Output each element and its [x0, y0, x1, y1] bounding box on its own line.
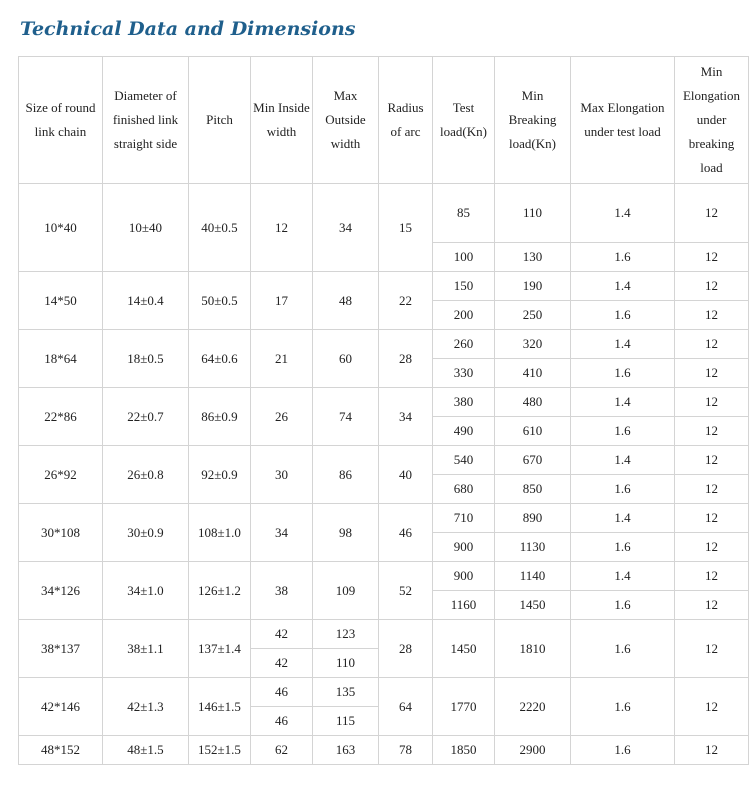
cell-radius-of-arc: 34 [379, 388, 433, 446]
cell-min-breaking-load: 1810 [495, 620, 571, 678]
cell-max-outside-width: 34 [313, 184, 379, 272]
header-min-inside-width: Min Inside width [251, 57, 313, 184]
cell-size: 48*152 [19, 736, 103, 765]
header-radius-of-arc: Radius of arc [379, 57, 433, 184]
cell-max-elongation: 1.6 [571, 301, 675, 330]
cell-max-outside-width: 135 [313, 678, 379, 707]
header-min-breaking-load: Min Breaking load(Kn) [495, 57, 571, 184]
cell-max-elongation: 1.4 [571, 330, 675, 359]
cell-min-breaking-load: 190 [495, 272, 571, 301]
cell-max-outside-width: 60 [313, 330, 379, 388]
cell-max-elongation: 1.4 [571, 272, 675, 301]
cell-size: 18*64 [19, 330, 103, 388]
cell-min-elongation: 12 [675, 417, 749, 446]
cell-test-load: 710 [433, 504, 495, 533]
cell-diameter: 10±40 [103, 184, 189, 272]
cell-test-load: 100 [433, 243, 495, 272]
cell-max-elongation: 1.6 [571, 475, 675, 504]
cell-diameter: 26±0.8 [103, 446, 189, 504]
page-title: Technical Data and Dimensions [20, 18, 356, 40]
cell-min-inside-width: 30 [251, 446, 313, 504]
header-max-elongation: Max Elongation under test load [571, 57, 675, 184]
cell-radius-of-arc: 22 [379, 272, 433, 330]
cell-test-load: 680 [433, 475, 495, 504]
cell-size: 30*108 [19, 504, 103, 562]
cell-min-elongation: 12 [675, 184, 749, 243]
cell-diameter: 14±0.4 [103, 272, 189, 330]
cell-pitch: 126±1.2 [189, 562, 251, 620]
table-row [19, 446, 749, 475]
cell-min-elongation: 12 [675, 533, 749, 562]
cell-size: 38*137 [19, 620, 103, 678]
cell-max-outside-width: 109 [313, 562, 379, 620]
cell-min-breaking-load: 670 [495, 446, 571, 475]
cell-pitch: 86±0.9 [189, 388, 251, 446]
cell-min-inside-width: 62 [251, 736, 313, 765]
cell-max-elongation: 1.6 [571, 678, 675, 736]
cell-size: 26*92 [19, 446, 103, 504]
cell-max-elongation: 1.4 [571, 562, 675, 591]
cell-pitch: 64±0.6 [189, 330, 251, 388]
table-row [19, 184, 749, 243]
cell-max-elongation: 1.6 [571, 591, 675, 620]
cell-min-elongation: 12 [675, 446, 749, 475]
cell-size: 42*146 [19, 678, 103, 736]
cell-diameter: 22±0.7 [103, 388, 189, 446]
cell-diameter: 30±0.9 [103, 504, 189, 562]
cell-diameter: 48±1.5 [103, 736, 189, 765]
cell-size: 34*126 [19, 562, 103, 620]
cell-min-breaking-load: 1130 [495, 533, 571, 562]
cell-min-elongation: 12 [675, 591, 749, 620]
cell-test-load: 85 [433, 184, 495, 243]
cell-min-breaking-load: 2900 [495, 736, 571, 765]
table-row [19, 562, 749, 591]
cell-diameter: 38±1.1 [103, 620, 189, 678]
cell-pitch: 108±1.0 [189, 504, 251, 562]
cell-min-inside-width: 34 [251, 504, 313, 562]
cell-test-load: 540 [433, 446, 495, 475]
cell-pitch: 146±1.5 [189, 678, 251, 736]
cell-max-elongation: 1.4 [571, 388, 675, 417]
cell-min-breaking-load: 480 [495, 388, 571, 417]
header-max-outside-width: Max Outside width [313, 57, 379, 184]
cell-test-load: 490 [433, 417, 495, 446]
cell-radius-of-arc: 28 [379, 330, 433, 388]
header-diameter: Diameter of finished link straight side [103, 57, 189, 184]
cell-test-load: 1160 [433, 591, 495, 620]
cell-min-elongation: 12 [675, 504, 749, 533]
cell-min-breaking-load: 250 [495, 301, 571, 330]
cell-test-load: 260 [433, 330, 495, 359]
cell-min-breaking-load: 2220 [495, 678, 571, 736]
cell-pitch: 137±1.4 [189, 620, 251, 678]
cell-test-load: 1770 [433, 678, 495, 736]
cell-radius-of-arc: 15 [379, 184, 433, 272]
cell-max-outside-width: 74 [313, 388, 379, 446]
cell-min-breaking-load: 890 [495, 504, 571, 533]
cell-min-inside-width: 17 [251, 272, 313, 330]
table-row [19, 678, 749, 707]
cell-max-elongation: 1.6 [571, 243, 675, 272]
cell-max-outside-width: 163 [313, 736, 379, 765]
cell-max-outside-width: 123 [313, 620, 379, 649]
cell-min-inside-width: 42 [251, 649, 313, 678]
table-row [19, 272, 749, 301]
table-row [19, 620, 749, 649]
cell-test-load: 380 [433, 388, 495, 417]
cell-min-inside-width: 46 [251, 678, 313, 707]
cell-min-inside-width: 26 [251, 388, 313, 446]
header-size: Size of round link chain [19, 57, 103, 184]
cell-test-load: 200 [433, 301, 495, 330]
cell-test-load: 150 [433, 272, 495, 301]
cell-min-elongation: 12 [675, 388, 749, 417]
cell-min-inside-width: 38 [251, 562, 313, 620]
table-row [19, 330, 749, 359]
cell-min-inside-width: 46 [251, 707, 313, 736]
table-row [19, 504, 749, 533]
cell-min-elongation: 12 [675, 736, 749, 765]
cell-pitch: 40±0.5 [189, 184, 251, 272]
cell-max-elongation: 1.6 [571, 533, 675, 562]
cell-max-elongation: 1.6 [571, 620, 675, 678]
cell-min-inside-width: 12 [251, 184, 313, 272]
cell-radius-of-arc: 52 [379, 562, 433, 620]
cell-min-elongation: 12 [675, 678, 749, 736]
cell-max-outside-width: 48 [313, 272, 379, 330]
cell-size: 22*86 [19, 388, 103, 446]
spec-table-body [19, 184, 749, 765]
cell-radius-of-arc: 78 [379, 736, 433, 765]
cell-min-breaking-load: 320 [495, 330, 571, 359]
cell-pitch: 92±0.9 [189, 446, 251, 504]
cell-max-elongation: 1.6 [571, 736, 675, 765]
cell-radius-of-arc: 40 [379, 446, 433, 504]
spec-table [18, 56, 749, 765]
cell-pitch: 50±0.5 [189, 272, 251, 330]
header-pitch: Pitch [189, 57, 251, 184]
cell-test-load: 1850 [433, 736, 495, 765]
cell-test-load: 900 [433, 533, 495, 562]
cell-min-breaking-load: 1140 [495, 562, 571, 591]
cell-min-breaking-load: 110 [495, 184, 571, 243]
table-row [19, 388, 749, 417]
cell-radius-of-arc: 46 [379, 504, 433, 562]
cell-min-elongation: 12 [675, 243, 749, 272]
cell-min-elongation: 12 [675, 475, 749, 504]
cell-size: 10*40 [19, 184, 103, 272]
header-min-elongation: Min Elongation under breaking load [675, 57, 749, 184]
cell-min-breaking-load: 130 [495, 243, 571, 272]
cell-min-breaking-load: 410 [495, 359, 571, 388]
cell-min-inside-width: 21 [251, 330, 313, 388]
cell-radius-of-arc: 28 [379, 620, 433, 678]
cell-max-elongation: 1.6 [571, 359, 675, 388]
cell-max-elongation: 1.4 [571, 184, 675, 243]
cell-min-elongation: 12 [675, 562, 749, 591]
cell-test-load: 900 [433, 562, 495, 591]
cell-max-outside-width: 86 [313, 446, 379, 504]
cell-max-elongation: 1.4 [571, 446, 675, 475]
cell-diameter: 34±1.0 [103, 562, 189, 620]
cell-radius-of-arc: 64 [379, 678, 433, 736]
table-row [19, 736, 749, 765]
cell-pitch: 152±1.5 [189, 736, 251, 765]
header-test-load: Test load(Kn) [433, 57, 495, 184]
cell-min-elongation: 12 [675, 301, 749, 330]
cell-diameter: 18±0.5 [103, 330, 189, 388]
cell-min-elongation: 12 [675, 620, 749, 678]
cell-min-elongation: 12 [675, 330, 749, 359]
cell-min-elongation: 12 [675, 272, 749, 301]
cell-size: 14*50 [19, 272, 103, 330]
cell-max-outside-width: 110 [313, 649, 379, 678]
cell-max-elongation: 1.6 [571, 417, 675, 446]
cell-min-breaking-load: 850 [495, 475, 571, 504]
cell-test-load: 330 [433, 359, 495, 388]
cell-test-load: 1450 [433, 620, 495, 678]
cell-min-breaking-load: 610 [495, 417, 571, 446]
cell-max-outside-width: 98 [313, 504, 379, 562]
cell-min-inside-width: 42 [251, 620, 313, 649]
cell-max-outside-width: 115 [313, 707, 379, 736]
cell-min-breaking-load: 1450 [495, 591, 571, 620]
cell-min-elongation: 12 [675, 359, 749, 388]
cell-diameter: 42±1.3 [103, 678, 189, 736]
cell-max-elongation: 1.4 [571, 504, 675, 533]
